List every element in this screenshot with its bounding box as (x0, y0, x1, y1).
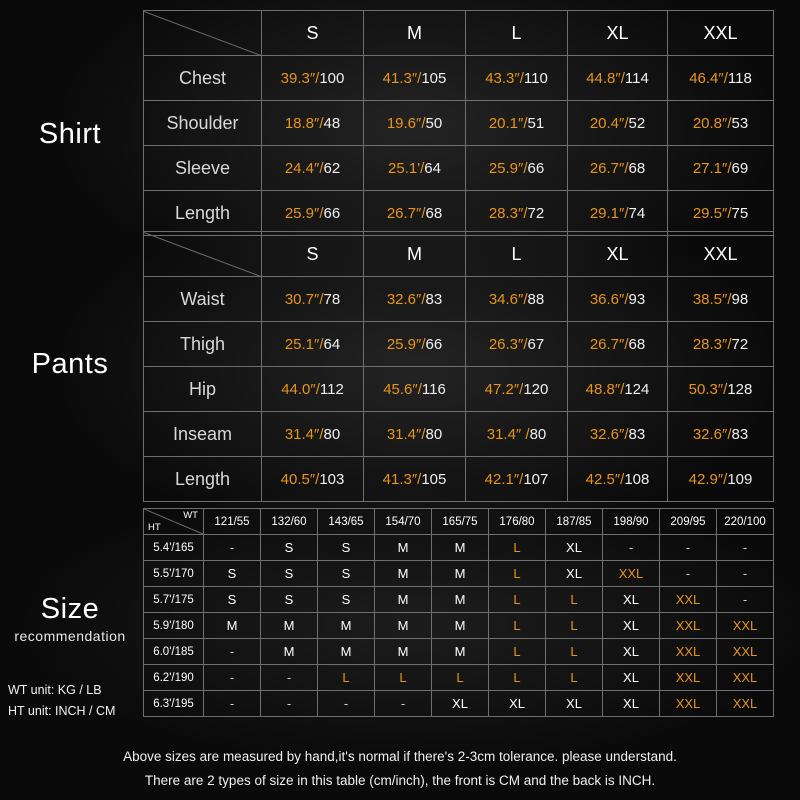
pants-cell-inseam-l: 31.4″ /80 (466, 412, 568, 457)
table-row (144, 322, 774, 367)
recommendation-cell-4-3: M (375, 639, 432, 665)
shirt-cell-length-xl: 29.1″/74 (568, 191, 668, 236)
recommendation-cell-6-9: XXL (717, 691, 774, 717)
pants-cell-thigh-s: 25.1″/64 (262, 322, 364, 367)
pants-cell-length-xxl: 42.9″/109 (668, 457, 774, 502)
recommendation-cell-0-7: - (603, 535, 660, 561)
shirt-cell-shoulder-s: 18.8″/48 (262, 101, 364, 146)
height-header-5: 6.2'/190 (144, 665, 204, 691)
pants-column-header-xxl: XXL (668, 232, 774, 277)
weight-header-8: 209/95 (660, 509, 717, 535)
pants-cell-thigh-m: 25.9″/66 (364, 322, 466, 367)
pants-column-header-s: S (262, 232, 364, 277)
recommendation-header-row (144, 509, 774, 535)
shirt-cell-shoulder-m: 19.6″/50 (364, 101, 466, 146)
recommendation-cell-5-4: L (432, 665, 489, 691)
table-row (144, 561, 774, 587)
recommendation-cell-5-8: XXL (660, 665, 717, 691)
recommendation-cell-3-1: M (261, 613, 318, 639)
recommendation-cell-0-0: - (204, 535, 261, 561)
shirt-row-label-length: Length (144, 191, 262, 236)
recommendation-cell-5-6: L (546, 665, 603, 691)
footer-line-1: Above sizes are measured by hand,it's normal if there's 2-3cm tolerance. please understand. (123, 749, 677, 764)
recommendation-cell-2-1: S (261, 587, 318, 613)
recommendation-cell-6-7: XL (603, 691, 660, 717)
pants-column-header-l: L (466, 232, 568, 277)
shirt-cell-length-xxl: 29.5″/75 (668, 191, 774, 236)
pants-cell-thigh-xxl: 28.3″/72 (668, 322, 774, 367)
ht-axis-label: HT (148, 522, 161, 533)
section-title-recommendation: Size (40, 593, 100, 625)
recommendation-cell-3-8: XXL (660, 613, 717, 639)
section-title-pants: Pants (31, 348, 109, 380)
recommendation-cell-6-6: XL (546, 691, 603, 717)
weight-header-4: 165/75 (432, 509, 489, 535)
recommendation-cell-5-0: - (204, 665, 261, 691)
table-row (144, 367, 774, 412)
recommendation-cell-2-9: - (717, 587, 774, 613)
weight-header-0: 121/55 (204, 509, 261, 535)
pants-cell-waist-xxl: 38.5″/98 (668, 277, 774, 322)
recommendation-cell-1-4: M (432, 561, 489, 587)
recommendation-cell-1-9: - (717, 561, 774, 587)
table-row (144, 277, 774, 322)
shirt-column-header-m: M (364, 11, 466, 56)
shirt-cell-length-m: 26.7″/68 (364, 191, 466, 236)
recommendation-cell-1-2: S (318, 561, 375, 587)
table-row (144, 101, 774, 146)
shirt-cell-length-l: 28.3″/72 (466, 191, 568, 236)
recommendation-cell-3-9: XXL (717, 613, 774, 639)
pants-cell-inseam-xxl: 32.6″/83 (668, 412, 774, 457)
height-header-0: 5.4'/165 (144, 535, 204, 561)
weight-header-1: 132/60 (261, 509, 318, 535)
shirt-header-row (144, 11, 774, 56)
recommendation-cell-2-2: S (318, 587, 375, 613)
recommendation-cell-1-0: S (204, 561, 261, 587)
pants-cell-hip-xl: 48.8″/124 (568, 367, 668, 412)
recommendation-cell-2-3: M (375, 587, 432, 613)
pants-header-row (144, 232, 774, 277)
weight-header-6: 187/85 (546, 509, 603, 535)
weight-header-9: 220/100 (717, 509, 774, 535)
recommendation-cell-0-9: - (717, 535, 774, 561)
recommendation-axis-corner-cell (144, 509, 204, 535)
recommendation-cell-6-4: XL (432, 691, 489, 717)
recommendation-cell-4-0: - (204, 639, 261, 665)
recommendation-cell-6-0: - (204, 691, 261, 717)
wt-axis-label: WT (183, 510, 198, 521)
footer-note (0, 745, 800, 792)
pants-cell-length-l: 42.1″/107 (466, 457, 568, 502)
height-header-4: 6.0'/185 (144, 639, 204, 665)
weight-header-3: 154/70 (375, 509, 432, 535)
recommendation-cell-4-8: XXL (660, 639, 717, 665)
unit-note (8, 680, 158, 721)
section-subtitle-recommendation: recommendation (14, 628, 126, 644)
recommendation-cell-1-6: XL (546, 561, 603, 587)
recommendation-cell-0-8: - (660, 535, 717, 561)
recommendation-cell-2-5: L (489, 587, 546, 613)
pants-cell-inseam-xl: 32.6″/83 (568, 412, 668, 457)
pants-column-header-xl: XL (568, 232, 668, 277)
pants-row-label-thigh: Thigh (144, 322, 262, 367)
recommendation-cell-2-8: XXL (660, 587, 717, 613)
recommendation-cell-6-1: - (261, 691, 318, 717)
footer-line-2: There are 2 types of size in this table (cm/inch), the front is CM and the back is INCH. (144, 772, 656, 788)
table-row (144, 691, 774, 717)
recommendation-cell-5-3: L (375, 665, 432, 691)
table-row (144, 665, 774, 691)
pants-column-header-m: M (364, 232, 466, 277)
pants-row-label-hip: Hip (144, 367, 262, 412)
pants-cell-hip-l: 47.2″/120 (466, 367, 568, 412)
recommendation-cell-0-5: L (489, 535, 546, 561)
height-header-1: 5.5'/170 (144, 561, 204, 587)
recommendation-cell-0-2: S (318, 535, 375, 561)
recommendation-cell-5-9: XXL (717, 665, 774, 691)
recommendation-cell-1-7: XXL (603, 561, 660, 587)
recommendation-cell-3-5: L (489, 613, 546, 639)
table-row (144, 535, 774, 561)
table-row (144, 191, 774, 236)
unit-note-height: HT unit: INCH / CM (8, 703, 116, 718)
shirt-row-label-shoulder: Shoulder (144, 101, 262, 146)
shirt-cell-shoulder-xl: 20.4″/52 (568, 101, 668, 146)
recommendation-cell-2-4: M (432, 587, 489, 613)
shirt-cell-chest-l: 43.3″/110 (466, 56, 568, 101)
table-row (144, 639, 774, 665)
recommendation-cell-6-3: - (375, 691, 432, 717)
size-recommendation-table (143, 508, 774, 717)
shirt-cell-sleeve-s: 24.4″/62 (262, 146, 364, 191)
shirt-cell-chest-xxl: 46.4″/118 (668, 56, 774, 101)
recommendation-cell-2-6: L (546, 587, 603, 613)
recommendation-cell-6-8: XXL (660, 691, 717, 717)
recommendation-cell-4-2: M (318, 639, 375, 665)
recommendation-cell-5-5: L (489, 665, 546, 691)
shirt-cell-sleeve-xl: 26.7″/68 (568, 146, 668, 191)
weight-header-5: 176/80 (489, 509, 546, 535)
recommendation-cell-3-3: M (375, 613, 432, 639)
table-row (144, 412, 774, 457)
recommendation-cell-4-9: XXL (717, 639, 774, 665)
recommendation-cell-5-1: - (261, 665, 318, 691)
shirt-column-header-xl: XL (568, 11, 668, 56)
recommendation-cell-2-0: S (204, 587, 261, 613)
height-header-3: 5.9'/180 (144, 613, 204, 639)
recommendation-cell-3-0: M (204, 613, 261, 639)
section-label-recommendation (0, 593, 140, 644)
pants-cell-thigh-l: 26.3″/67 (466, 322, 568, 367)
recommendation-cell-2-7: XL (603, 587, 660, 613)
pants-cell-hip-m: 45.6″/116 (364, 367, 466, 412)
pants-cell-length-xl: 42.5″/108 (568, 457, 668, 502)
table-row (144, 146, 774, 191)
unit-note-weight: WT unit: KG / LB (8, 683, 102, 697)
shirt-cell-sleeve-m: 25.1'/64 (364, 146, 466, 191)
table-row (144, 56, 774, 101)
pants-row-label-length: Length (144, 457, 262, 502)
shirt-cell-shoulder-l: 20.1″/51 (466, 101, 568, 146)
recommendation-cell-0-4: M (432, 535, 489, 561)
pants-cell-waist-xl: 36.6″/93 (568, 277, 668, 322)
pants-size-table (143, 231, 774, 502)
shirt-column-header-xxl: XXL (668, 11, 774, 56)
recommendation-cell-6-2: - (318, 691, 375, 717)
weight-header-2: 143/65 (318, 509, 375, 535)
section-label-pants (0, 348, 140, 381)
recommendation-cell-0-1: S (261, 535, 318, 561)
recommendation-cell-5-2: L (318, 665, 375, 691)
recommendation-cell-4-4: M (432, 639, 489, 665)
recommendation-cell-0-3: M (375, 535, 432, 561)
recommendation-cell-1-5: L (489, 561, 546, 587)
table-row (144, 613, 774, 639)
recommendation-cell-0-6: XL (546, 535, 603, 561)
recommendation-cell-4-1: M (261, 639, 318, 665)
shirt-size-table (143, 10, 774, 236)
recommendation-cell-4-7: XL (603, 639, 660, 665)
section-label-shirt (0, 118, 140, 151)
pants-cell-hip-s: 44.0″/112 (262, 367, 364, 412)
pants-cell-length-m: 41.3″/105 (364, 457, 466, 502)
recommendation-cell-3-6: L (546, 613, 603, 639)
recommendation-cell-6-5: XL (489, 691, 546, 717)
shirt-corner-cell (144, 11, 262, 56)
shirt-column-header-s: S (262, 11, 364, 56)
pants-row-label-inseam: Inseam (144, 412, 262, 457)
recommendation-cell-3-7: XL (603, 613, 660, 639)
shirt-cell-chest-xl: 44.8″/114 (568, 56, 668, 101)
recommendation-cell-1-1: S (261, 561, 318, 587)
table-row (144, 457, 774, 502)
recommendation-cell-1-3: M (375, 561, 432, 587)
shirt-cell-sleeve-l: 25.9″/66 (466, 146, 568, 191)
section-title-shirt: Shirt (38, 118, 102, 150)
pants-row-label-waist: Waist (144, 277, 262, 322)
height-header-2: 5.7'/175 (144, 587, 204, 613)
pants-cell-waist-m: 32.6″/83 (364, 277, 466, 322)
pants-cell-waist-l: 34.6″/88 (466, 277, 568, 322)
shirt-row-label-sleeve: Sleeve (144, 146, 262, 191)
shirt-column-header-l: L (466, 11, 568, 56)
pants-cell-inseam-m: 31.4″/80 (364, 412, 466, 457)
height-header-6: 6.3'/195 (144, 691, 204, 717)
recommendation-cell-1-8: - (660, 561, 717, 587)
shirt-cell-chest-m: 41.3″/105 (364, 56, 466, 101)
pants-corner-cell (144, 232, 262, 277)
recommendation-cell-4-6: L (546, 639, 603, 665)
shirt-cell-chest-s: 39.3″/100 (262, 56, 364, 101)
shirt-row-label-chest: Chest (144, 56, 262, 101)
recommendation-cell-5-7: XL (603, 665, 660, 691)
weight-header-7: 198/90 (603, 509, 660, 535)
recommendation-cell-3-4: M (432, 613, 489, 639)
shirt-cell-shoulder-xxl: 20.8″/53 (668, 101, 774, 146)
pants-cell-thigh-xl: 26.7″/68 (568, 322, 668, 367)
table-row (144, 587, 774, 613)
pants-cell-hip-xxl: 50.3″/128 (668, 367, 774, 412)
pants-cell-waist-s: 30.7″/78 (262, 277, 364, 322)
pants-cell-inseam-s: 31.4″/80 (262, 412, 364, 457)
recommendation-cell-3-2: M (318, 613, 375, 639)
pants-cell-length-s: 40.5″/103 (262, 457, 364, 502)
shirt-cell-sleeve-xxl: 27.1″/69 (668, 146, 774, 191)
shirt-cell-length-s: 25.9″/66 (262, 191, 364, 236)
recommendation-cell-4-5: L (489, 639, 546, 665)
